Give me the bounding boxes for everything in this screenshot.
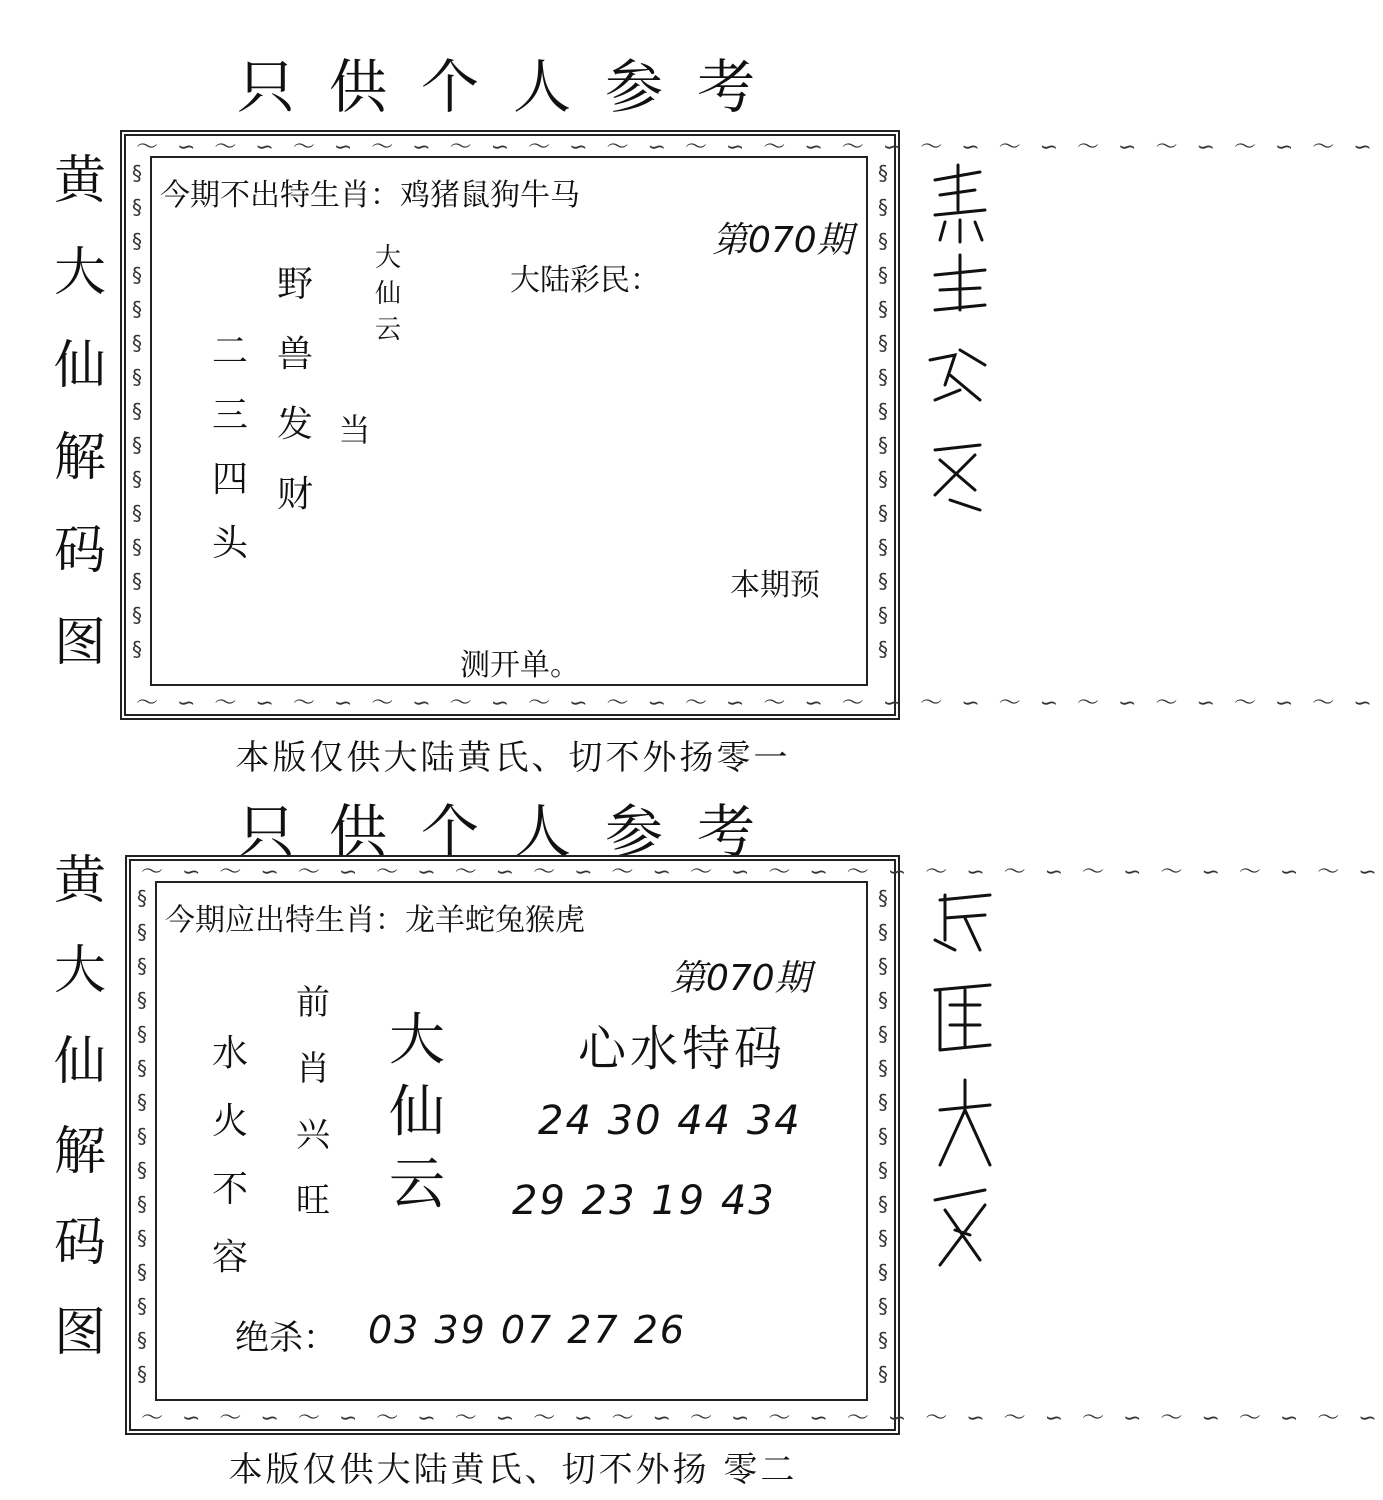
panel1-col2-char: 兽 (276, 334, 313, 375)
panel2-numbers-row1: 24 30 44 34 (538, 1098, 802, 1144)
panel2-left-char: 仙 (53, 1031, 106, 1092)
border-wave-top: ～ ∽ ～ ∽ ～ ∽ ～ ∽ ～ ∽ ～ ∽ ～ ∽ ～ ∽ ～ ∽ ～ ∽ ～ ∽ ～ ∽ ～ ∽ ～ ∽ ～ ∽ ～ ∽ (141, 860, 1383, 885)
panel1-col2-char: 财 (276, 474, 313, 515)
panel1-title: 只供个人参考 (236, 53, 789, 121)
border-wave-right: § § § § § § § § § § § § § § § (878, 161, 888, 661)
panel2-left-char: 解 (53, 1122, 106, 1183)
panel1-headline: 今期不出特生肖：鸡猪鼠狗牛马 (160, 178, 580, 213)
panel2-issue: 第070期 (670, 958, 811, 999)
panel1-left-char: 黄 (53, 151, 106, 211)
panel2-numbers-row2: 29 23 19 43 (512, 1178, 776, 1224)
panel2-col1-char: 不 (211, 1169, 248, 1210)
border-wave-bottom: ～ ∽ ～ ∽ ～ ∽ ～ ∽ ～ ∽ ～ ∽ ～ ∽ ～ ∽ ～ ∽ ～ ∽ ～ ∽ ～ ∽ ～ ∽ ～ ∽ ～ ∽ ～ ∽ (136, 691, 1378, 716)
panel1-greeting: 大陆彩民： (510, 263, 660, 298)
panel1-col1 (205, 320, 255, 576)
panel1-col1-char: 头 (211, 523, 248, 564)
panel1-note-line2: 测开单。 (460, 648, 580, 683)
panel2-left-char: 大 (53, 941, 106, 1002)
border-wave-left: § § § § § § § § § § § § § § § (137, 886, 147, 1386)
panel1-col3-char: 当 (338, 411, 371, 449)
panel1-footer: 本版仅供大陆黄氏、切不外扬零一 (235, 738, 791, 778)
panel1-left-char: 仙 (53, 335, 106, 396)
panel1-col2-char: 野 (276, 264, 313, 305)
panel1-col2 (270, 250, 320, 530)
panel2-col2-char: 旺 (296, 1181, 330, 1221)
panel1-left-char: 大 (53, 243, 106, 304)
panel1-col4 (368, 240, 408, 348)
panel2-col2 (288, 970, 338, 1234)
panel2-col2-char: 兴 (296, 1115, 330, 1155)
panel2-kill-numbers: 03 39 07 27 26 (368, 1308, 687, 1352)
panel1-col1-char: 二 (211, 331, 248, 372)
panel1-col4-char: 云 (374, 315, 401, 345)
panel2-col1 (205, 1020, 255, 1292)
panel2-col3-char: 云 (389, 1152, 445, 1217)
handwritten-seal-icon (920, 160, 1000, 520)
panel1-left-char: 图 (53, 612, 106, 673)
panel1-col1-char: 三 (211, 395, 248, 436)
panel2-left-vertical (45, 850, 115, 1364)
border-wave-right: § § § § § § § § § § § § § § § (878, 886, 888, 1386)
panel2-left-char: 码 (53, 1212, 106, 1273)
panel2-col2-char: 前 (296, 983, 330, 1023)
panel2-col3-char: 大 (389, 1008, 445, 1073)
panel1-col4-char: 大 (374, 243, 401, 273)
panel2-col2-char: 肖 (296, 1049, 330, 1089)
panel1-col3 (332, 405, 377, 451)
panel2-col3 (382, 1005, 452, 1221)
panel2-left-char: 图 (53, 1302, 106, 1363)
panel2-special-title: 心水特码 (578, 1021, 787, 1077)
panel2-kill-label: 绝杀： (235, 1318, 337, 1358)
panel2-col3-char: 仙 (389, 1080, 445, 1145)
panel1-col4-char: 仙 (374, 279, 401, 309)
panel1-col1-char: 四 (211, 459, 248, 500)
panel2-col1-char: 火 (211, 1101, 248, 1142)
border-wave-left: § § § § § § § § § § § § § § § (132, 161, 142, 661)
panel1-note-line1: 本期预 (730, 568, 820, 603)
panel2-headline: 今期应出特生肖：龙羊蛇兔猴虎 (165, 903, 585, 938)
panel1-issue: 第070期 (712, 220, 853, 261)
panel1-left-char: 解 (53, 428, 106, 489)
panel2-col1-char: 容 (211, 1237, 248, 1278)
border-wave-bottom: ～ ∽ ～ ∽ ～ ∽ ～ ∽ ～ ∽ ～ ∽ ～ ∽ ～ ∽ ～ ∽ ～ ∽ ～ ∽ ～ ∽ ～ ∽ ～ ∽ ～ ∽ ～ ∽ (141, 1406, 1383, 1431)
panel2-col1-char: 水 (211, 1033, 248, 1074)
border-wave-top: ～ ∽ ～ ∽ ～ ∽ ～ ∽ ～ ∽ ～ ∽ ～ ∽ ～ ∽ ～ ∽ ～ ∽ ～ ∽ ～ ∽ ～ ∽ ～ ∽ ～ ∽ ～ ∽ (136, 135, 1378, 160)
panel2-footer: 本版仅供大陆黄氏、切不外扬 零二 (228, 1450, 798, 1490)
panel1-left-char: 码 (53, 520, 106, 581)
panel1-left-vertical (45, 150, 115, 674)
panel1-col2-char: 发 (276, 404, 313, 445)
panel2-left-char: 黄 (53, 851, 106, 911)
handwritten-seal-icon (925, 880, 1005, 1280)
panel2-title: 只供个人参考 (236, 798, 789, 866)
